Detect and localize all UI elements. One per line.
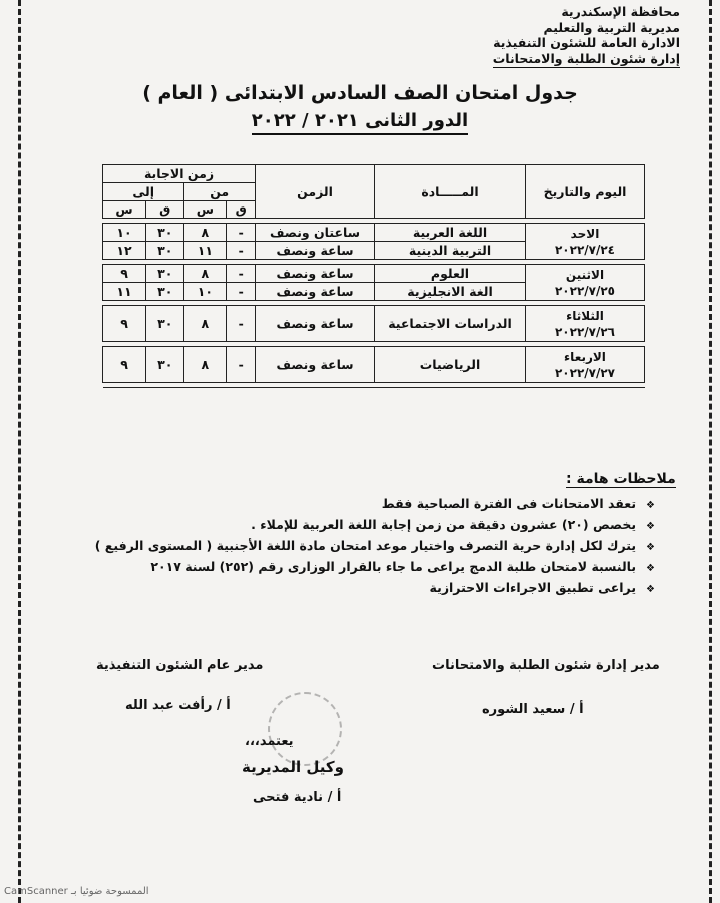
duration-cell: ساعة ونصف <box>256 242 375 260</box>
subject-cell: التربية الدينية <box>375 242 526 260</box>
day-date-cell <box>526 224 645 260</box>
from-hours-cell: ٨ <box>184 265 227 283</box>
to-hours-cell: ١٢ <box>103 242 146 260</box>
duration-cell: ساعة ونصف <box>256 265 375 283</box>
to-hours-cell: ١١ <box>103 283 146 301</box>
note-item: ❖ تعقد الامتحانات فى الفترة الصباحية فقط <box>80 494 655 515</box>
day-name: الاحد <box>570 226 600 241</box>
header-answer-time: زمن الاجابة <box>103 165 256 183</box>
deputy-name: أ / نادية فتحى <box>253 790 342 805</box>
header-to-minutes: ق <box>146 201 184 219</box>
day-name: الاربعاء <box>564 349 606 364</box>
duration-cell: ساعة ونصف <box>256 347 375 383</box>
subject-cell: الدراسات الاجتماعية <box>375 306 526 342</box>
general-director-name: أ / رأفت عبد الله <box>125 698 231 713</box>
header-governorate: محافظة الإسكندرية <box>561 4 680 19</box>
table-row <box>103 347 645 383</box>
header-to-hours: س <box>103 201 146 219</box>
from-minutes-cell: - <box>227 265 256 283</box>
from-minutes-cell: - <box>227 224 256 242</box>
document-title <box>0 82 720 131</box>
exam-date: ٢٠٢٢/٧/٢٤ <box>554 242 616 257</box>
exam-schedule-table <box>102 164 645 388</box>
header-from-hours: س <box>184 201 227 219</box>
note-item: ❖ يخصص (٢٠) عشرون دقيقة من زمن إجابة اللغة العربية للإملاء . <box>80 515 655 536</box>
to-minutes-cell: ٣٠ <box>146 242 184 260</box>
note-item: ❖ بالنسبة لامتحان طلبة الدمج يراعى ما جاء بالقرار الوزارى رقم (٢٥٢) لسنة ٢٠١٧ <box>80 557 655 578</box>
from-hours-cell: ١١ <box>184 242 227 260</box>
header-to: إلى <box>103 183 184 201</box>
department-director-title: مدير إدارة شئون الطلبة والامتحانات <box>432 658 660 673</box>
to-hours-cell: ٩ <box>103 347 146 383</box>
notes-list <box>80 494 655 599</box>
table-spacer <box>103 383 645 388</box>
duration-cell: ساعتان ونصف <box>256 224 375 242</box>
duration-cell: ساعة ونصف <box>256 306 375 342</box>
header-department: إدارة شئون الطلبة والامتحانات <box>493 51 680 69</box>
header-admin: الادارة العامة للشئون التنفيذية <box>493 35 680 50</box>
subject-cell: اللغة العربية <box>375 224 526 242</box>
to-minutes-cell: ٣٠ <box>146 347 184 383</box>
from-minutes-cell: - <box>227 347 256 383</box>
header-from: من <box>184 183 256 201</box>
general-director-title: مدير عام الشئون التنفيذية <box>96 658 264 673</box>
to-minutes-cell: ٣٠ <box>146 265 184 283</box>
from-minutes-cell: - <box>227 242 256 260</box>
exam-date: ٢٠٢٢/٧/٢٥ <box>554 283 616 298</box>
to-minutes-cell: ٣٠ <box>146 283 184 301</box>
header-duration: الزمن <box>256 165 375 219</box>
title-main: جدول امتحان الصف السادس الابتدائى ( العام ) <box>142 82 578 104</box>
exam-date: ٢٠٢٢/٧/٢٧ <box>554 365 616 380</box>
from-minutes-cell: - <box>227 283 256 301</box>
scanner-watermark: CamScanner الممسوحة ضوئيا بـ <box>4 886 149 897</box>
header-day-date: اليوم والتاريخ <box>526 165 645 219</box>
deputy-title: وكيل المديرية <box>242 758 344 776</box>
subject-cell: العلوم <box>375 265 526 283</box>
to-hours-cell: ٩ <box>103 265 146 283</box>
duration-cell: ساعة ونصف <box>256 283 375 301</box>
from-hours-cell: ١٠ <box>184 283 227 301</box>
header-subject: المـــــادة <box>375 165 526 219</box>
day-name: الاثنين <box>565 267 605 282</box>
department-director-name: أ / سعيد الشوره <box>482 702 584 717</box>
table-row <box>103 306 645 342</box>
approval-label: يعتمد،،، <box>245 734 294 749</box>
note-item: ❖ يترك لكل إدارة حرية التصرف واختيار موعد امتحان مادة اللغة الأجنبية ( المستوى الرفيع ) <box>80 536 655 557</box>
notes-title: ملاحظات هامة : <box>566 471 676 487</box>
day-date-cell <box>526 306 645 342</box>
to-hours-cell: ١٠ <box>103 224 146 242</box>
header-from-minutes: ق <box>227 201 256 219</box>
right-dashed-border <box>709 0 712 903</box>
header-directorate: مديرية التربية والتعليم <box>543 19 680 35</box>
from-hours-cell: ٨ <box>184 224 227 242</box>
day-name: الثلاثاء <box>566 308 604 323</box>
from-hours-cell: ٨ <box>184 347 227 383</box>
day-date-cell <box>526 265 645 301</box>
day-date-cell <box>526 347 645 383</box>
from-hours-cell: ٨ <box>184 306 227 342</box>
left-dashed-border <box>18 0 21 903</box>
title-session: الدور الثانى ٢٠٢١ / ٢٠٢٢ <box>252 110 468 135</box>
subject-cell: الرياضيات <box>375 347 526 383</box>
to-minutes-cell: ٣٠ <box>146 224 184 242</box>
table-row <box>103 224 645 242</box>
from-minutes-cell: - <box>227 306 256 342</box>
to-hours-cell: ٩ <box>103 306 146 342</box>
subject-cell: الغة الانجليزية <box>375 283 526 301</box>
exam-date: ٢٠٢٢/٧/٢٦ <box>554 324 616 339</box>
official-stamp <box>268 692 342 766</box>
document-header <box>493 4 680 68</box>
note-item: ❖ يراعى تطبيق الاجراءات الاحترازية <box>80 578 655 599</box>
table-row <box>103 265 645 283</box>
to-minutes-cell: ٣٠ <box>146 306 184 342</box>
